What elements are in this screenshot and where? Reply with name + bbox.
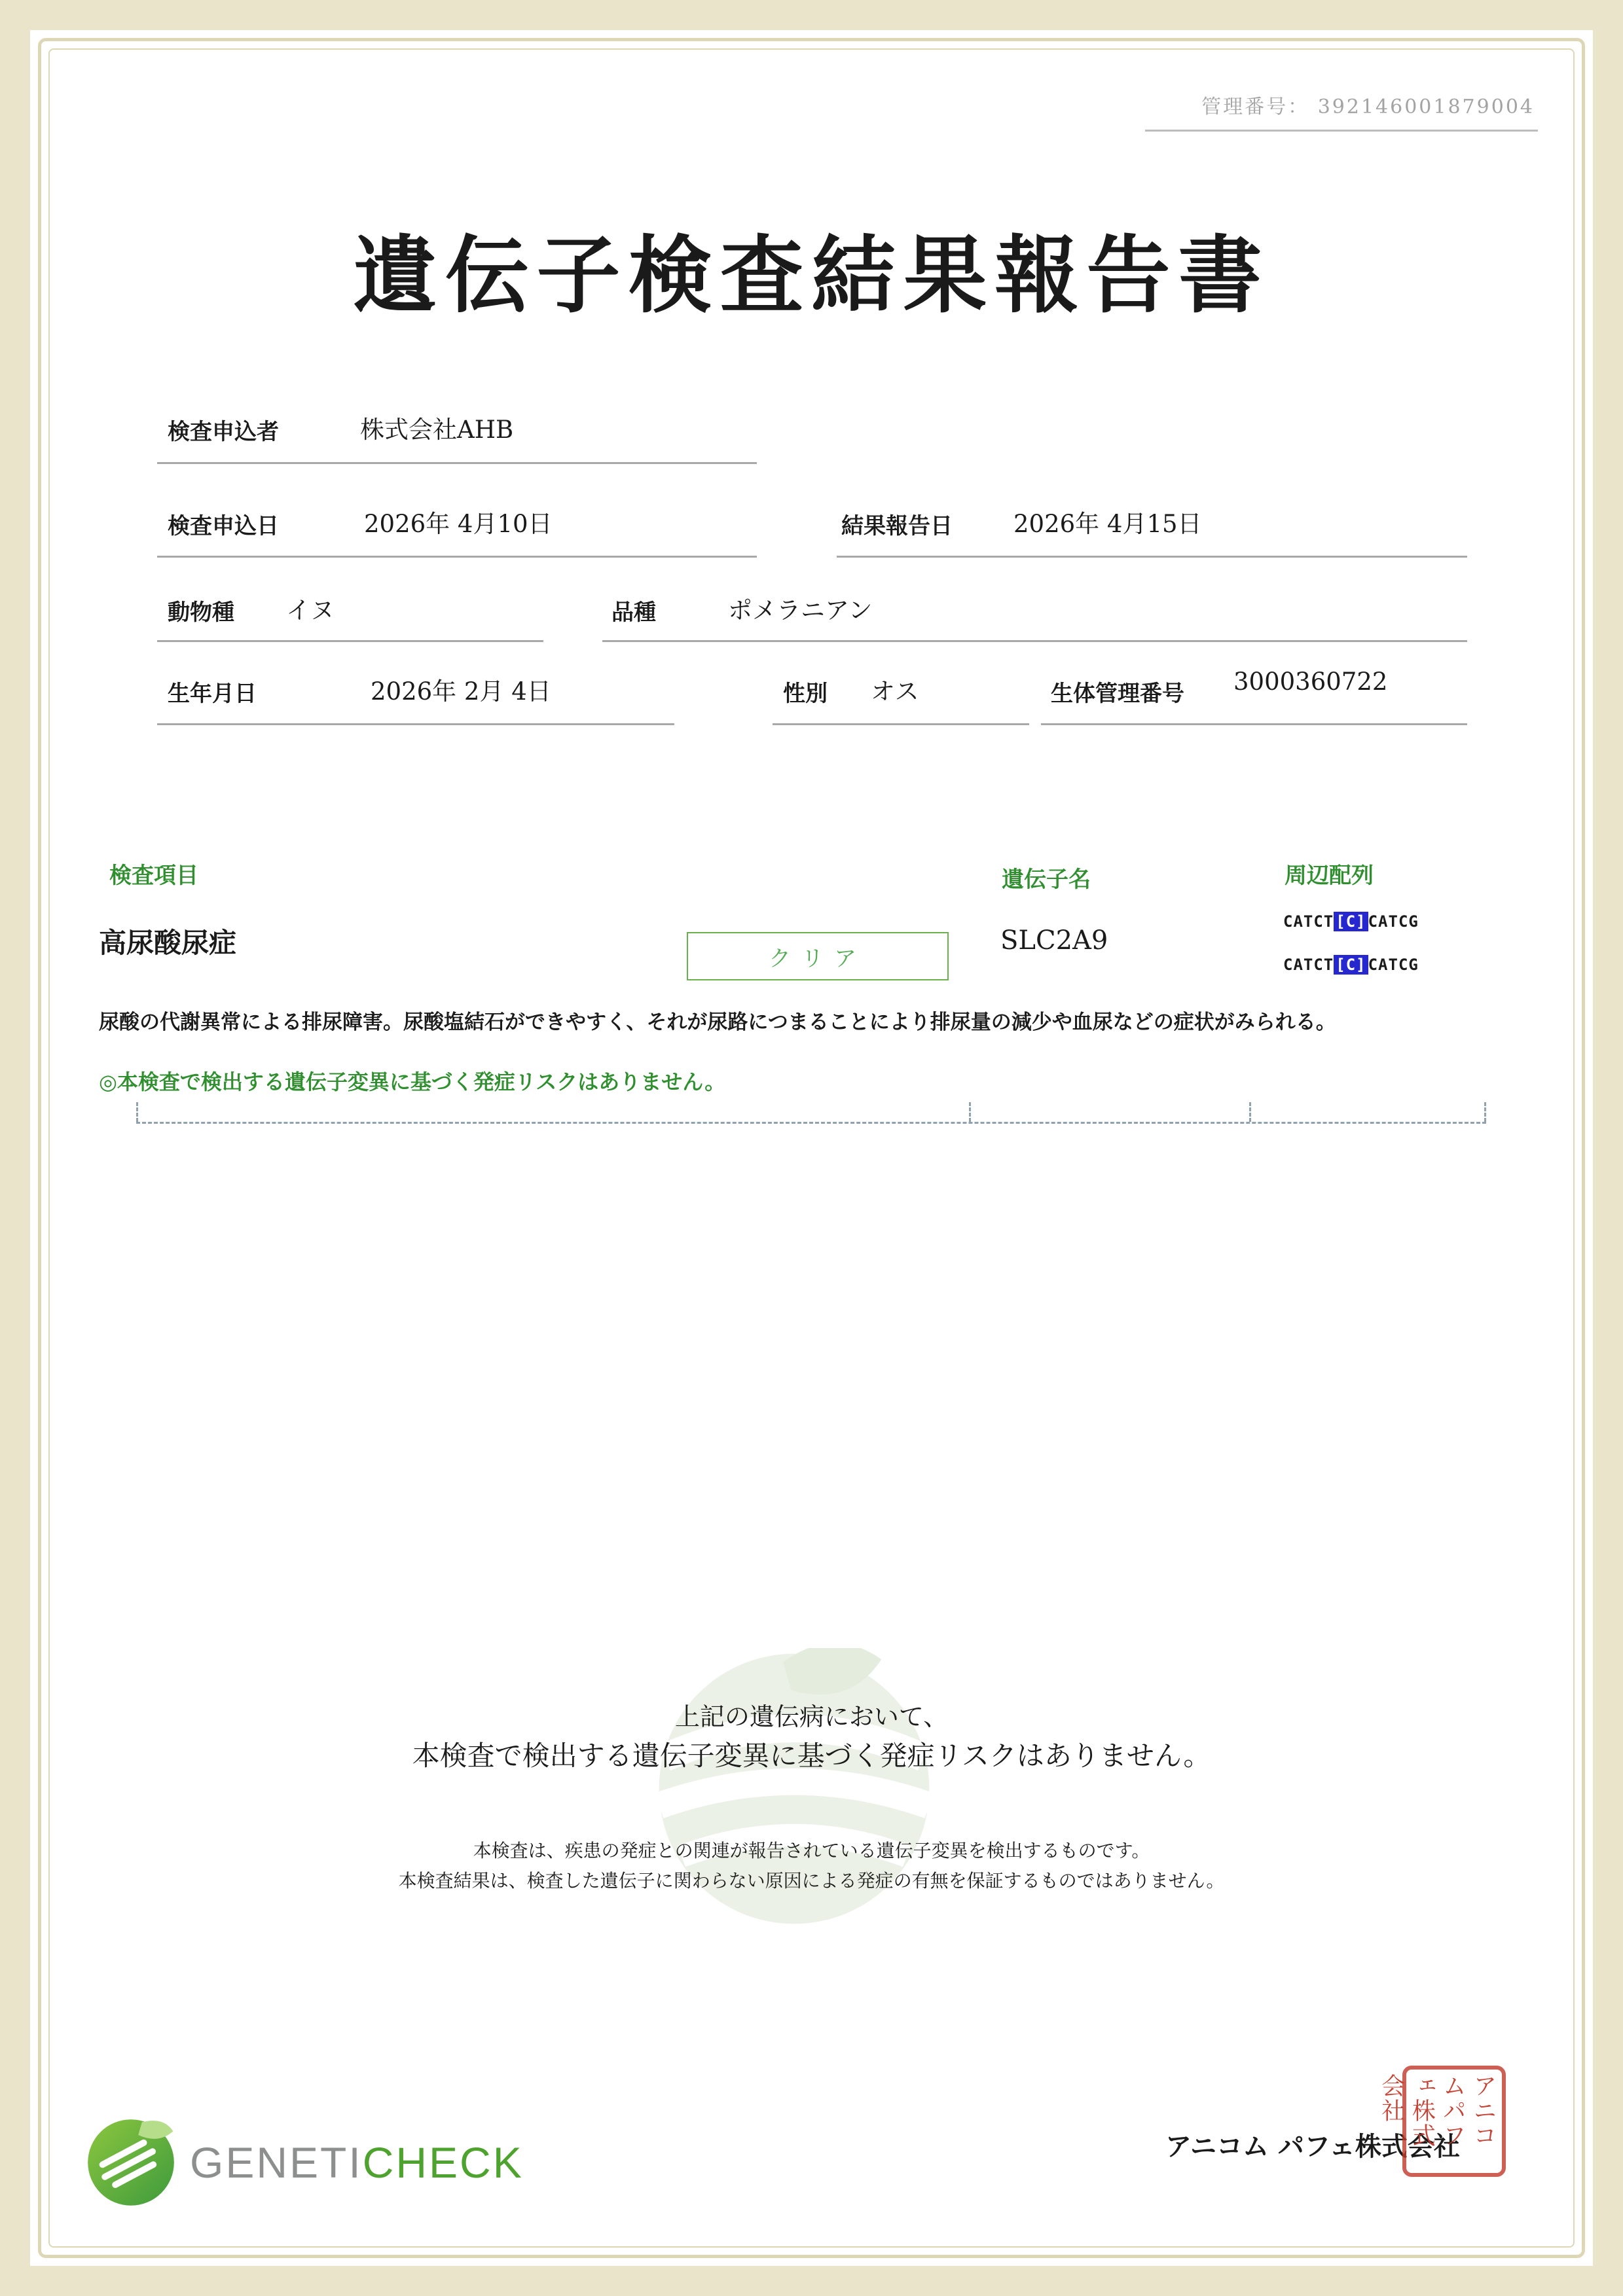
field-underline bbox=[837, 556, 1467, 558]
field-underline bbox=[773, 723, 1029, 725]
sex-value: オス bbox=[871, 677, 919, 706]
animal-id-label: 生体管理番号 bbox=[1051, 681, 1184, 707]
disease-description: 尿酸の代謝異常による排尿障害。尿酸塩結石ができやすく、それが尿路につまることにより排尿量の減少や血尿などの症状がみられる。 bbox=[99, 1011, 1336, 1034]
applicant-value: 株式会社AHB bbox=[360, 416, 514, 444]
field-underline bbox=[157, 723, 674, 725]
sequence-line-2 bbox=[1283, 956, 1419, 974]
summary-line-1: 上記の遺伝病において、 bbox=[674, 1702, 949, 1731]
sequence-variant: [C] bbox=[1334, 912, 1368, 931]
summary-note-2: 本検査結果は、検査した遺伝子に関わらない原因による発症の有無を保証するものではありません。 bbox=[398, 1870, 1225, 1892]
company-seal: アニコムパフェ株式会社 bbox=[1402, 2066, 1506, 2177]
geneticheck-logo-text bbox=[190, 2138, 524, 2187]
geneticheck-logo bbox=[85, 2117, 524, 2208]
species-label: 動物種 bbox=[168, 600, 234, 626]
dashed-divider bbox=[1249, 1102, 1251, 1122]
apply-date-value: 2026年 4月10日 bbox=[364, 510, 553, 538]
animal-id-value: 3000360722 bbox=[1233, 668, 1388, 696]
management-number-underline bbox=[1145, 130, 1538, 132]
species-value: イヌ bbox=[286, 596, 335, 624]
breed-value: ポメラニアン bbox=[728, 596, 873, 624]
sex-label: 性別 bbox=[783, 681, 828, 707]
birth-date-label: 生年月日 bbox=[168, 681, 257, 707]
geneticheck-logo-icon bbox=[85, 2117, 177, 2208]
field-underline bbox=[1041, 723, 1467, 725]
test-item-header: 検査項目 bbox=[109, 863, 198, 889]
field-underline bbox=[157, 462, 757, 464]
sequence-variant: [C] bbox=[1334, 955, 1368, 975]
field-underline bbox=[157, 640, 543, 642]
sequence-header: 周辺配列 bbox=[1285, 863, 1374, 889]
breed-label: 品種 bbox=[611, 600, 656, 626]
apply-date-label: 検査申込日 bbox=[168, 513, 279, 539]
empty-result-row bbox=[136, 1090, 1486, 1124]
company-name: アニコム パフェ株式会社 bbox=[1165, 2131, 1460, 2162]
logo-text-check: CHECK bbox=[362, 2138, 524, 2187]
summary-line-2: 本検査で検出する遺伝子変異に基づく発症リスクはありません。 bbox=[412, 1740, 1211, 1772]
report-date-label: 結果報告日 bbox=[841, 513, 953, 539]
field-underline bbox=[157, 556, 757, 558]
management-number-value: 392146001879004 bbox=[1317, 96, 1535, 118]
risk-note: ◎本検査で検出する遺伝子変異に基づく発症リスクはありません。 bbox=[99, 1069, 726, 1094]
gene-name-header: 遺伝子名 bbox=[1002, 867, 1091, 893]
page-title: 遺伝子検査結果報告書 bbox=[353, 226, 1270, 325]
gene-name-value: SLC2A9 bbox=[1000, 925, 1108, 956]
report-date-value: 2026年 4月15日 bbox=[1013, 510, 1202, 538]
management-number-row bbox=[1201, 90, 1535, 119]
test-item-name: 高尿酸尿症 bbox=[99, 927, 237, 959]
sequence-suffix: CATCG bbox=[1368, 956, 1419, 974]
applicant-label: 検査申込者 bbox=[168, 419, 279, 445]
logo-text-geneti: GENETI bbox=[190, 2138, 363, 2187]
sequence-prefix: CATCT bbox=[1283, 956, 1334, 974]
sequence-prefix: CATCT bbox=[1283, 912, 1334, 931]
dashed-divider bbox=[1484, 1102, 1486, 1122]
summary-note-1: 本検査は、疾患の発症との関連が報告されている遺伝子変異を検出するものです。 bbox=[473, 1840, 1150, 1861]
birth-date-value: 2026年 2月 4日 bbox=[371, 677, 551, 706]
status-clear-box bbox=[687, 932, 949, 980]
sequence-suffix: CATCG bbox=[1368, 912, 1419, 931]
field-underline bbox=[602, 640, 1467, 642]
dashed-divider bbox=[136, 1102, 138, 1122]
management-number-label: 管理番号： bbox=[1201, 96, 1310, 118]
dashed-divider bbox=[969, 1102, 971, 1122]
status-clear-label: クリア bbox=[769, 945, 867, 972]
sequence-line-1 bbox=[1283, 912, 1419, 931]
